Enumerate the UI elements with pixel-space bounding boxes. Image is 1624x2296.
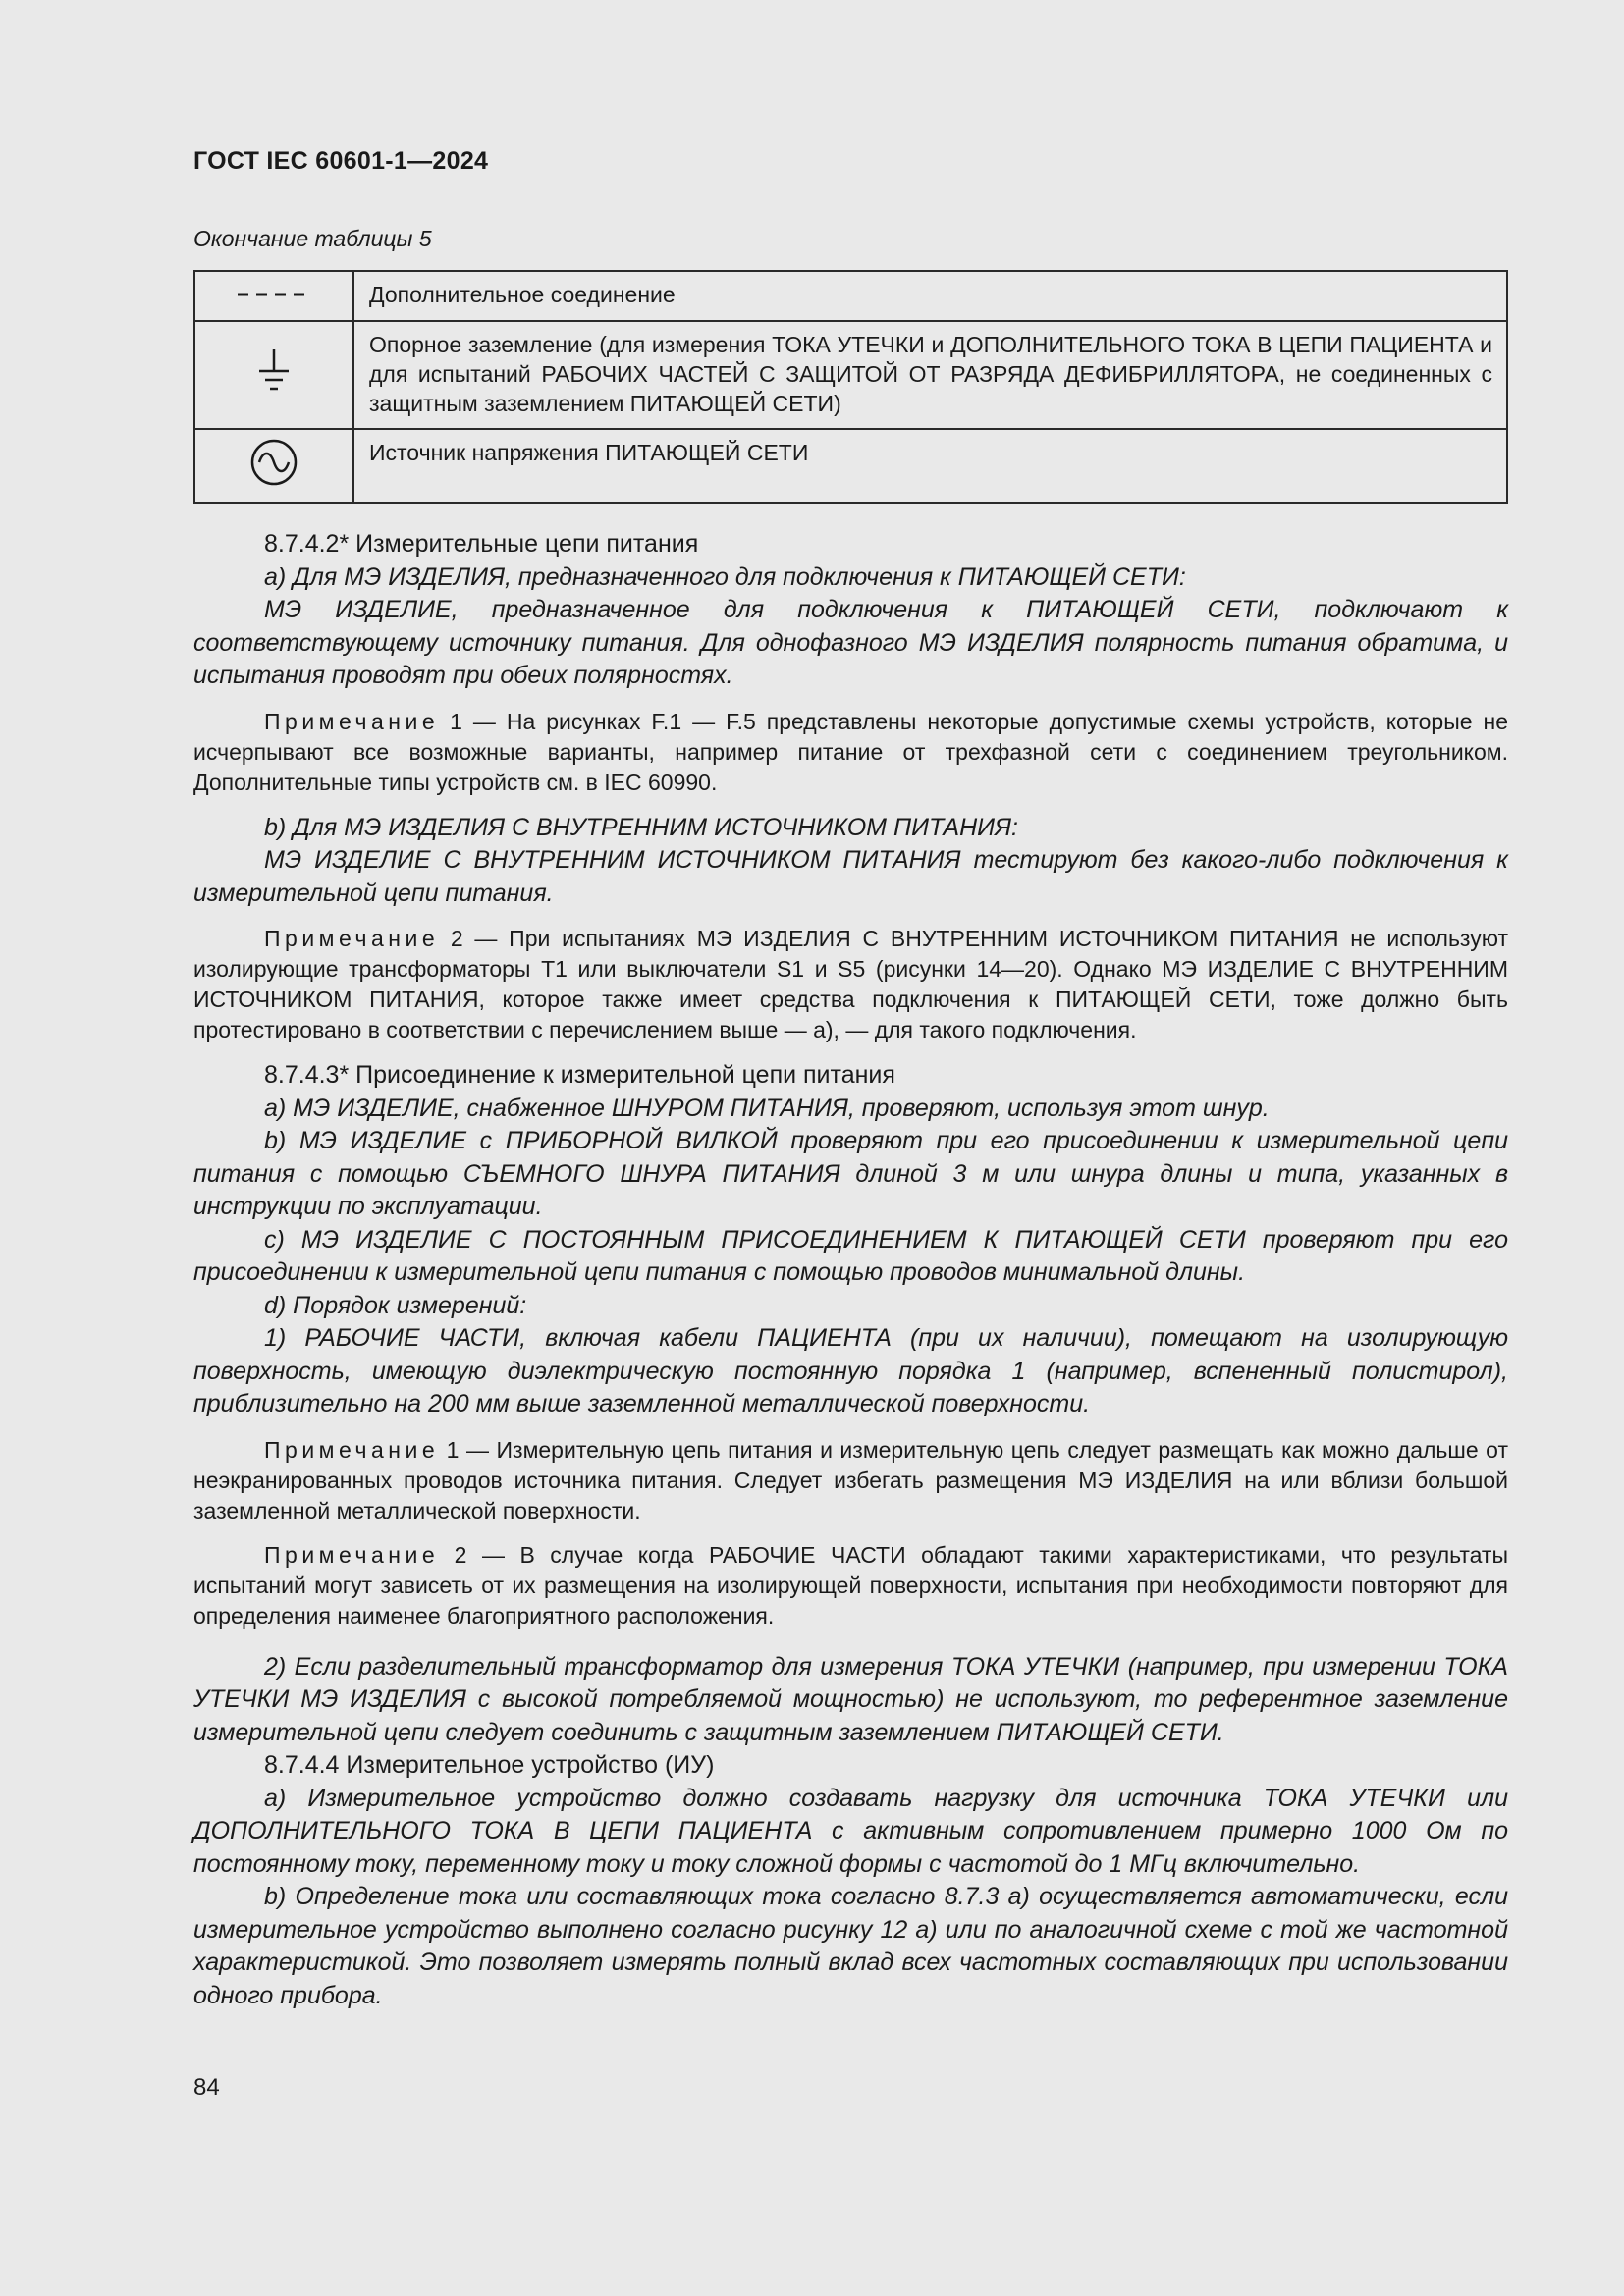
ground-icon [254, 346, 294, 399]
ac-source-icon [248, 437, 299, 488]
note-text: 1 — Измерительную цепь питания и измерительную цепь следует размещать как можно дальше от неэкранированных проводов источника питания. Следует избегать размещения МЭ ИЗДЕЛИЯ на или вблизи большой заземленной металлической поверхности. [193, 1436, 1508, 1523]
note-label: Примечание [264, 1436, 440, 1463]
item-b: b) МЭ ИЗДЕЛИЕ с ПРИБОРНОЙ ВИЛКОЙ проверяют при его присоединении к измерительной цепи питания с помощью СЪЕМНОГО ШНУРА ПИТАНИЯ длиной 3 м или шнура длины и типа, указанных в инструкции по эксплуатации. [193, 1127, 1508, 1220]
page-number: 84 [193, 2074, 220, 2101]
note-paragraph [193, 924, 1508, 1045]
table-row [194, 429, 1507, 503]
table-cell-text: Опорное заземление (для измерения ТОКА УТЕЧКИ и ДОПОЛНИТЕЛЬНОГО ТОКА В ЦЕПИ ПАЦИЕНТА и для испытаний РАБОЧИХ ЧАСТЕЙ С ЗАЩИТОЙ ОТ РАЗРЯДА ДЕФИБРИЛЛЯТОРА, не соединенных с защитным заземлением ПИТАЮЩЕЙ СЕТИ) [353, 321, 1507, 429]
note-paragraph [193, 1540, 1508, 1631]
clause-heading-8-7-4-3: 8.7.4.3* Присоединение к измерительной цепи питания [264, 1061, 895, 1089]
table-cell-text: Дополнительное соединение [353, 271, 1507, 321]
item-a-body: МЭ ИЗДЕЛИЕ, предназначенное для подключения к ПИТАЮЩЕЙ СЕТИ, подключают к соответствующему источнику питания. Для однофазного МЭ ИЗДЕЛИЯ полярность питания обратима, и испытания проводят при обеих полярностях. [193, 596, 1508, 689]
item-b-body: МЭ ИЗДЕЛИЕ С ВНУТРЕННИМ ИСТОЧНИКОМ ПИТАНИЯ тестируют без какого-либо подключения к измерительной цепи питания. [193, 846, 1508, 907]
clause-heading-8-7-4-4: 8.7.4.4 Измерительное устройство (ИУ) [264, 1751, 715, 1779]
note-label: Примечание [264, 1541, 440, 1568]
table-caption: Окончание таблицы 5 [193, 226, 432, 251]
note-text: 2 — При испытаниях МЭ ИЗДЕЛИЯ С ВНУТРЕННИМ ИСТОЧНИКОМ ПИТАНИЯ не используют изолирующие трансформаторы Т1 или выключатели S1 и S5 (рисунки 14—20). Однако МЭ ИЗДЕЛИЕ С ВНУТРЕННИМ ИСТОЧНИКОМ ПИТАНИЯ, которое также имеет средства подключения к ПИТАЮЩЕЙ СЕТИ, тоже должно быть протестировано в соответствии с перечислением выше — а), — для такого подключения. [193, 926, 1508, 1042]
item-d1: 1) РАБОЧИЕ ЧАСТИ, включая кабели ПАЦИЕНТА (при их наличии), помещают на изолирующую поверхность, имеющую диэлектрическую постоянную порядка 1 (например, вспененный полистирол), приблизительно на 200 мм выше заземленной металлической поверхности. [193, 1324, 1508, 1417]
table-row [194, 321, 1507, 429]
document-body [193, 528, 1508, 2012]
note-text: 1 — На рисунках F.1 — F.5 представлены некоторые допустимые схемы устройств, которые не исчерпывают все возможные варианты, например питание от трехфазной сети с соединением треугольником. Дополнительные типы устройств см. в IEC 60990. [193, 708, 1508, 795]
item-c: с) МЭ ИЗДЕЛИЕ С ПОСТОЯННЫМ ПРИСОЕДИНЕНИЕМ К ПИТАЮЩЕЙ СЕТИ проверяют при его присоединении к измерительной цепи питания с помощью проводов минимальной длины. [193, 1225, 1508, 1286]
symbols-table [193, 270, 1508, 504]
note-paragraph [193, 707, 1508, 798]
note-paragraph [193, 1435, 1508, 1526]
note-text: 2 — В случае когда РАБОЧИЕ ЧАСТИ обладают такими характеристиками, что результаты испытаний могут зависеть от их размещения на изолирующей поверхности, испытания при необходимости повторяют для определения наименее благоприятного расположения. [193, 1541, 1508, 1629]
note-label: Примечание [264, 926, 440, 951]
item-a-heading: а) Для МЭ ИЗДЕЛИЯ, предназначенного для подключения к ПИТАЮЩЕЙ СЕТИ: [264, 562, 1186, 591]
clause-heading-8-7-4-2: 8.7.4.2* Измерительные цепи питания [264, 530, 699, 558]
item-a: а) МЭ ИЗДЕЛИЕ, снабженное ШНУРОМ ПИТАНИЯ, проверяют, используя этот шнур. [264, 1094, 1270, 1122]
item-b-heading: b) Для МЭ ИЗДЕЛИЯ С ВНУТРЕННИМ ИСТОЧНИКОМ ПИТАНИЯ: [264, 813, 1018, 841]
note-label: Примечание [264, 708, 440, 734]
item-d: d) Порядок измерений: [264, 1291, 527, 1319]
dashed-line-icon [230, 285, 318, 304]
item-b: b) Определение тока или составляющих тока согласно 8.7.3 а) осуществляется автоматически, если измерительное устройство выполнено согласно рисунку 12 а) или по аналогичной схеме с той же частотной характеристикой. Это позволяет измерять полный вклад всех частотных составляющих при использовании одного прибора. [193, 1883, 1508, 2009]
table-row [194, 271, 1507, 321]
item-d2: 2) Если разделительный трансформатор для измерения ТОКА УТЕЧКИ (например, при измерении ТОКА УТЕЧКИ МЭ ИЗДЕЛИЯ с высокой потребляемой мощностью) не используют, то референтное заземление измерительной цепи следует соединить с защитным заземлением ПИТАЮЩЕЙ СЕТИ. [193, 1652, 1508, 1746]
document-header: ГОСТ IEC 60601-1—2024 [193, 147, 489, 175]
table-cell-text: Источник напряжения ПИТАЮЩЕЙ СЕТИ [353, 429, 1507, 503]
item-a: а) Измерительное устройство должно создавать нагрузку для источника ТОКА УТЕЧКИ или ДОПОЛНИТЕЛЬНОГО ТОКА В ЦЕПИ ПАЦИЕНТА с активным сопротивлением примерно 1000 Ом по постоянному току, переменному току и току сложной формы с частотой до 1 МГц включительно. [193, 1784, 1508, 1878]
